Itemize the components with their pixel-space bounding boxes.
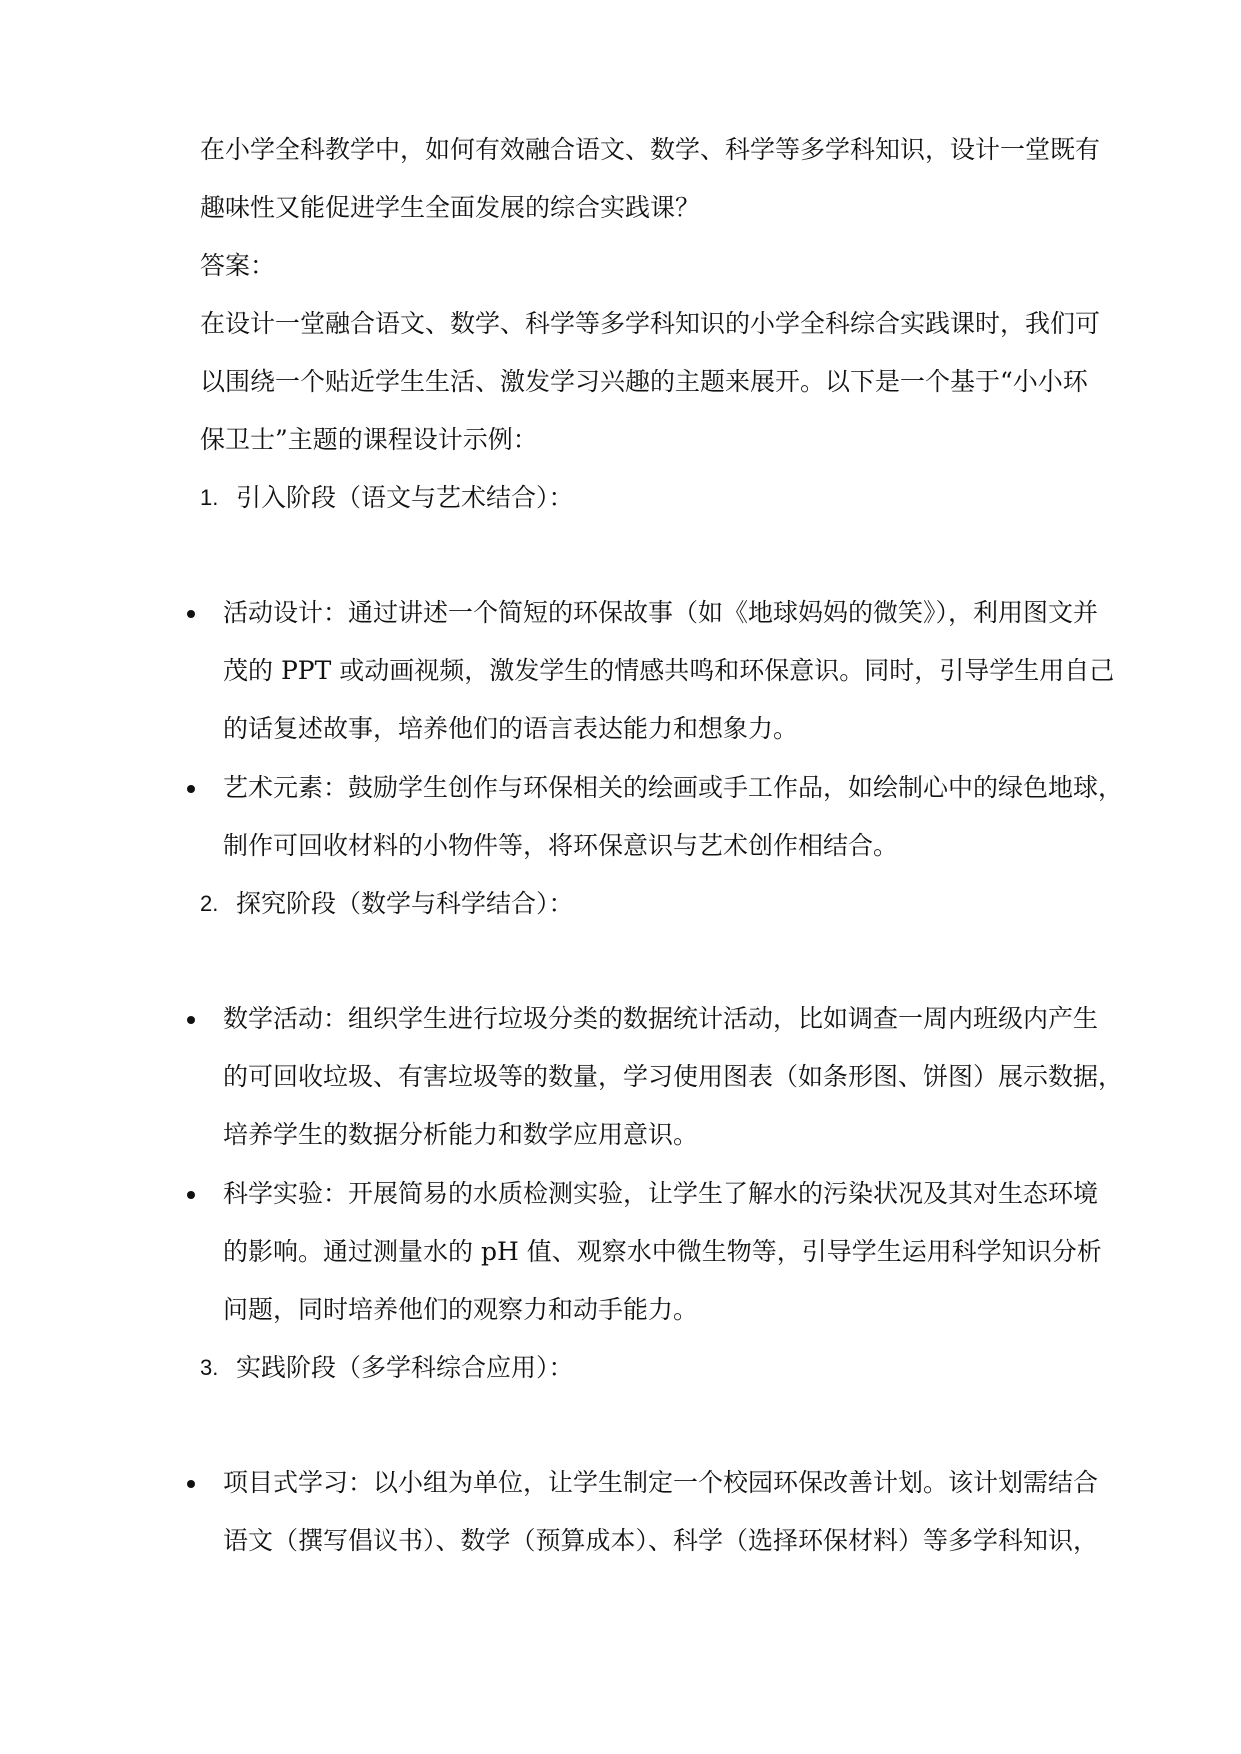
bullet-dot-icon [187, 1480, 195, 1488]
question-line-1: 在小学全科教学中，如何有效融合语文、数学、科学等多学科知识，设计一堂既有 [200, 135, 1101, 164]
section-2-title: 探究阶段（数学与科学结合）： [236, 889, 574, 918]
bullet-3-1-line-2: 语文（撰写倡议书）、数学（预算成本）、科学（选择环保材料）等多学科知识， [223, 1526, 1099, 1555]
intro-line-2: 以围绕一个贴近学生生活、激发学习兴趣的主题来展开。以下是一个基于“小小环 [200, 367, 1088, 396]
bullet-dot-icon [187, 1016, 195, 1024]
section-1-number: 1. [200, 485, 219, 510]
intro-line-3: 保卫士”主题的课程设计示例： [200, 425, 538, 454]
section-3-number: 3. [200, 1355, 219, 1380]
bullet-1-2-line-2: 制作可回收材料的小物件等，将环保意识与艺术创作相结合。 [223, 831, 899, 860]
bullet-2-2-line-2: 的影响。通过测量水的 pH 值、观察水中微生物等，引导学生运用科学知识分析 [223, 1237, 1102, 1266]
bullet-dot-icon [187, 785, 195, 793]
section-2-number: 2. [200, 891, 219, 916]
section-1-title: 引入阶段（语文与艺术结合）： [236, 483, 574, 512]
bullet-1-2-line-1: 艺术元素：鼓励学生创作与环保相关的绘画或手工作品，如绘制心中的绿色地球， [223, 773, 1124, 802]
bullet-2-2-line-1: 科学实验：开展简易的水质检测实验，让学生了解水的污染状况及其对生态环境 [223, 1179, 1099, 1208]
bullet-2-1-line-1: 数学活动：组织学生进行垃圾分类的数据统计活动，比如调查一周内班级内产生 [223, 1004, 1099, 1033]
intro-line-1: 在设计一堂融合语文、数学、科学等多学科知识的小学全科综合实践课时，我们可 [200, 309, 1101, 338]
bullet-2-1-line-3: 培养学生的数据分析能力和数学应用意识。 [223, 1120, 699, 1149]
bullet-dot-icon [187, 1191, 195, 1199]
bullet-2-2-line-3: 问题，同时培养他们的观察力和动手能力。 [223, 1295, 699, 1324]
section-3-title: 实践阶段（多学科综合应用）： [236, 1353, 574, 1382]
bullet-1-1-line-1: 活动设计：通过讲述一个简短的环保故事（如《地球妈妈的微笑》），利用图文并 [223, 598, 1099, 627]
question-line-2: 趣味性又能促进学生全面发展的综合实践课？ [200, 193, 701, 222]
answer-label: 答案： [200, 251, 276, 280]
bullet-dot-icon [187, 610, 195, 618]
bullet-3-1-line-1: 项目式学习：以小组为单位，让学生制定一个校园环保改善计划。该计划需结合 [223, 1468, 1099, 1497]
bullet-2-1-line-2: 的可回收垃圾、有害垃圾等的数量，学习使用图表（如条形图、饼图）展示数据， [223, 1062, 1124, 1091]
bullet-1-1-line-3: 的话复述故事，培养他们的语言表达能力和想象力。 [223, 714, 799, 743]
bullet-1-1-line-2: 茂的 PPT 或动画视频，激发学生的情感共鸣和环保意识。同时，引导学生用自己 [223, 656, 1115, 685]
